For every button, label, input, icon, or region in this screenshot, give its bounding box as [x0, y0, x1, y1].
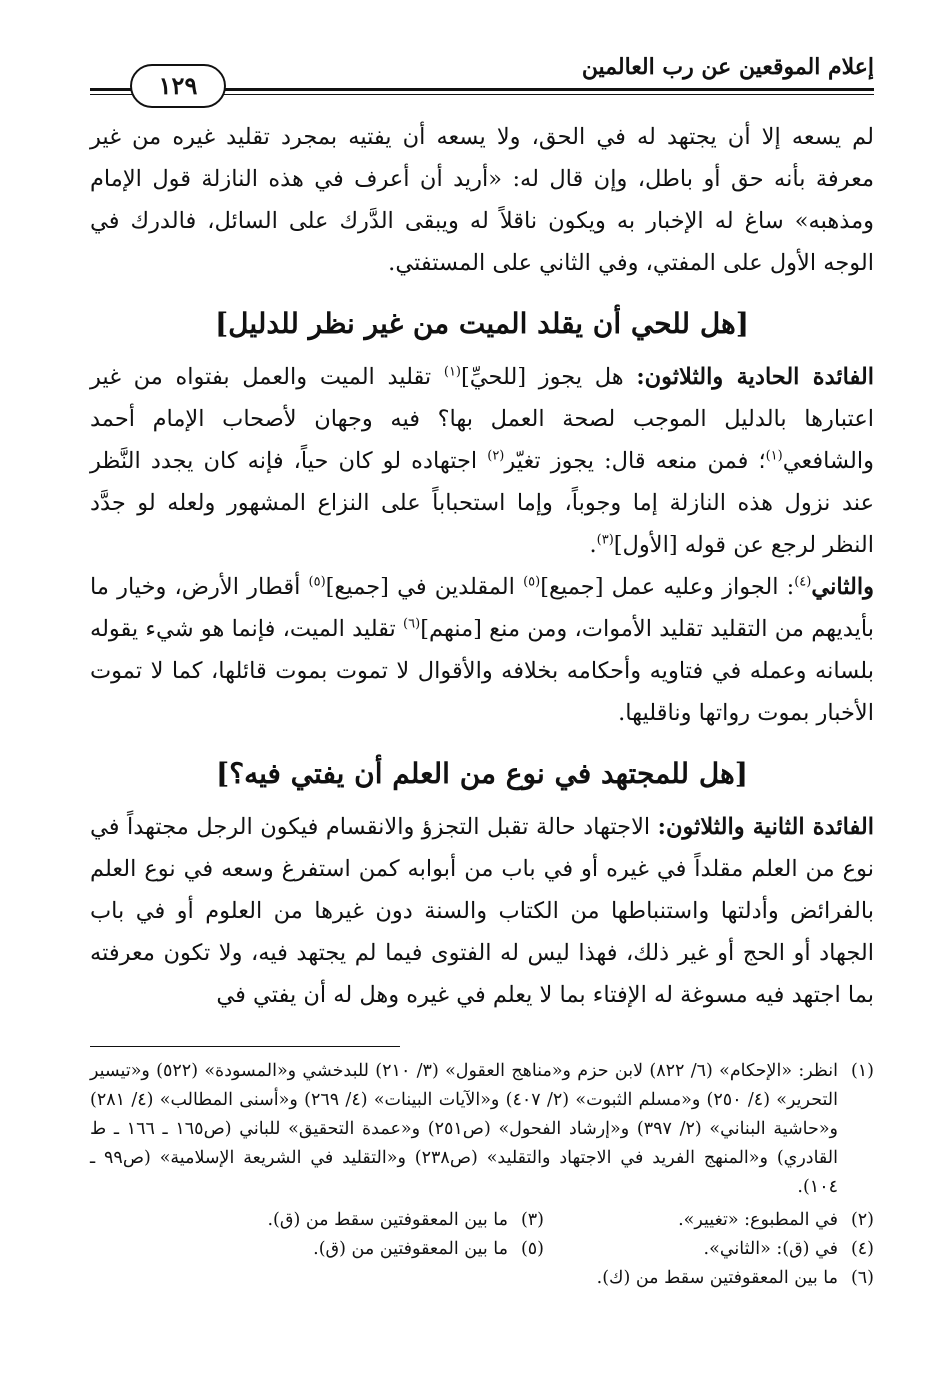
footnote-number: (٤) [850, 1239, 874, 1259]
footnote-ref: (٦) [403, 616, 421, 632]
paragraph-4 [90, 806, 874, 1016]
footnotes [90, 1046, 874, 1293]
paragraph-3 [90, 566, 874, 734]
text-run: . [589, 532, 597, 558]
footnote-number: (١) [850, 1061, 874, 1081]
text-run: الاجتهاد حالة تقبل التجزؤ والانقسام فيكون الرجل مجتهداً في نوع من العلم مقلداً في غيره أو في باب من أبوابه كمن استفرغ وسعه في نوع العلم بالفرائض وأدلتها واستنباطها من الكتاب والسنة دون غيرها من العلوم أو في باب الجهاد أو الحج أو غير ذلك، فهذا ليس له الفتوى فيما لم يجتهد فيه، ولا تكون معرفته بما اجتهد فيه مسوغة له الإفتاء بما لا يعلم في غيره وهل له أن يفتي في [90, 814, 874, 1008]
footnote-number: (٥) [520, 1239, 544, 1259]
footnote-ref: (٣) [596, 532, 614, 548]
paragraph-lead: الفائدة الثانية والثلاثون: [657, 814, 874, 840]
footnote-text: في (ق): «الثاني». [703, 1239, 838, 1259]
footnote-ref: (٤) [794, 574, 812, 590]
paragraph-1: لم يسعه إلا أن يجتهد له في الحق، ولا يسعه أن يفتيه بمجرد تقليد غيره من غير معرفة بأنه حق أو باطل، وإن قال له: «أريد أن أعرف في هذه النازلة قول الإمام ومذهبه» ساغ له الإخبار به ويكون ناقلاً له ويبقى الدَّرك على السائل، فالدرك في الوجه الأول على المفتي، وفي الثاني على المستفتي. [90, 124, 874, 276]
text-run: ؛ فمن منعه قال: يجوز تغيّر [504, 448, 766, 474]
footnote-3 [224, 1206, 544, 1235]
text-run: تقليد الميت والعمل بفتواه من غير اعتبارها بالدليل الموجب لصحة العمل بها؟ فيه وجهان لأصحاب الإمام أحمد والشافعي [90, 364, 874, 474]
footnote-text: ما بين المعقوفتين سقط من (ق). [267, 1210, 508, 1230]
footnote-text: ما بين المعقوفتين سقط من (ك). [596, 1268, 838, 1288]
footnote-ref: (١) [443, 364, 461, 380]
footnote-6 [544, 1264, 874, 1293]
footnote-separator [90, 1046, 400, 1047]
text-run: أقطار الأرض، وخيار ما بأيديهم من التقليد تقليد الأموات، ومن منع [منهم] [90, 574, 874, 642]
footnote-row-6 [90, 1264, 874, 1293]
page-header [90, 46, 874, 98]
main-text [90, 116, 874, 1016]
paragraph-lead: الفائدة الحادية والثلاثون: [636, 364, 874, 390]
footnote-number: (٢) [850, 1210, 874, 1230]
paragraph-lead: والثاني [811, 574, 874, 600]
running-title: إعلام الموقعين عن رب العالمين [581, 54, 874, 80]
text-run: تقليد الميت، فإنما هو شيء يقوله بلسانه وعمله في فتاويه وأحكامه بخلافه والأقوال لا تموت بموت قائلها، كما لا تموت الأخبار بموت رواتها وناقليها. [90, 616, 874, 726]
footnote-number: (٦) [850, 1268, 874, 1288]
footnote-ref: (٥) [523, 574, 541, 590]
footnote-4 [544, 1235, 874, 1264]
section-heading-2: [هل للمجتهد في نوع من العلم أن يفتي فيه؟] [215, 757, 749, 790]
footnote-1 [90, 1057, 874, 1202]
footnote-5 [224, 1235, 544, 1264]
page-number: ١٢٩ [130, 64, 226, 108]
footnote-text: انظر: «الإحكام» (٦/ ٨٢٢) لابن حزم و«مناهج العقول» (٣/ ٢١٠) للبدخشي و«المسودة» (٥٢٢) و«تيسير التحرير» (٤/ ٢٥٠) و«مسلم الثبوت» (٢/ ٤٠٧) و«الآيات البينات» (٤/ ٢٦٩) و«أسنى المطالب» (٤/ ٢٨١) و«حاشية البناني» (٢/ ٣٩٧) و«إرشاد الفحول» (ص٢٥١) و«عمدة التحقيق» للباني (ص١٦٥ ـ ١٦٦ ـ ط القادري) و«المنهج الفريد في الاجتهاد والتقليد» (ص٢٣٨) و«التقليد في الشريعة الإسلامية» (ص٩٩ ـ ١٠٤). [90, 1061, 838, 1197]
footnote-ref: (٢) [487, 448, 505, 464]
text-run: : الجواز وعليه عمل [جميع] [540, 574, 795, 600]
text-run: المقلدين في [جميع] [325, 574, 524, 600]
footnote-row-4-5 [90, 1235, 874, 1264]
text-run: هل يجوز [للحيِّ] [461, 364, 637, 390]
footnote-number: (٣) [520, 1210, 544, 1230]
paragraph-2 [90, 356, 874, 566]
section-heading-1: [هل للحي أن يقلد الميت من غير نظر للدليل] [214, 307, 750, 340]
spacer [90, 1047, 874, 1057]
footnote-ref: (١) [765, 448, 783, 464]
footnote-row-2-3 [90, 1206, 874, 1235]
text-run: اجتهاده لو كان حياً، فإنه كان يجدد النَّظر عند نزول هذه النازلة إما وجوباً، وإما استحباباً على النزاع المشهور ولعله لو جدَّد النظر لرجع عن قوله [الأول] [90, 448, 874, 558]
footnote-text: ما بين المعقوفتين من (ق). [313, 1239, 508, 1259]
footnote-text: في المطبوع: «تغيير». [678, 1210, 838, 1230]
footnote-2 [544, 1206, 874, 1235]
footnote-ref: (٥) [308, 574, 326, 590]
